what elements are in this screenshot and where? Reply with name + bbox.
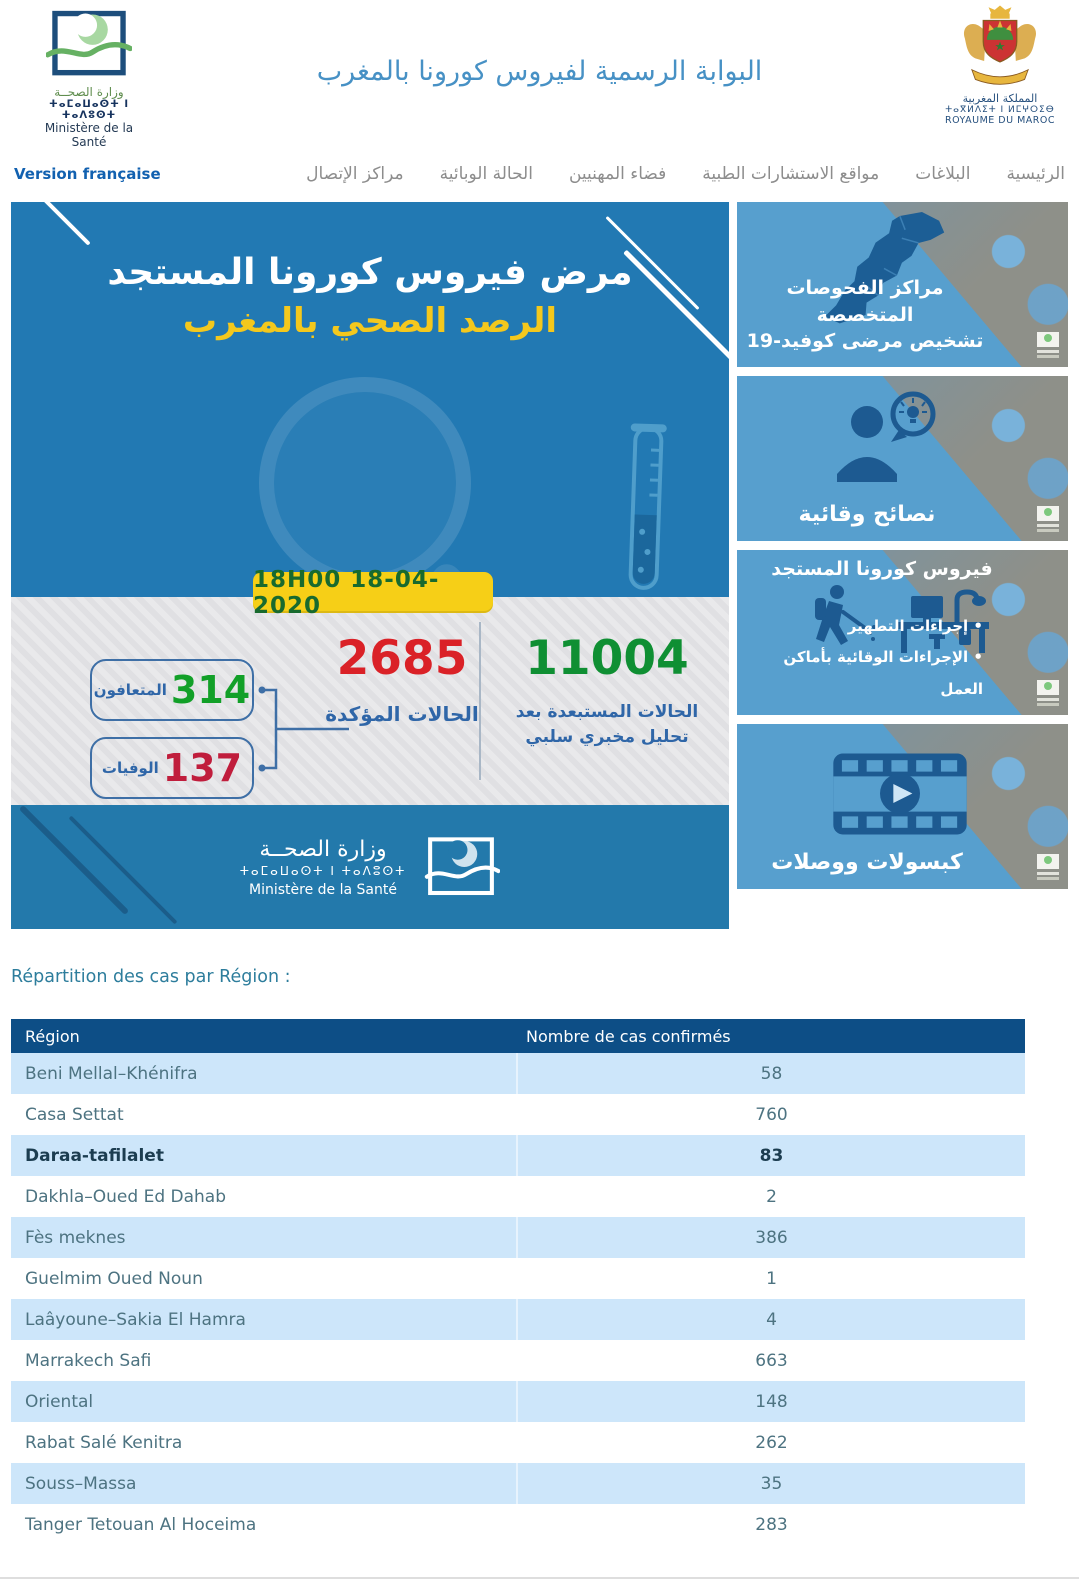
table-row — [11, 1258, 1025, 1299]
table-row — [11, 1135, 1025, 1176]
recovered-label: المتعافون — [93, 681, 167, 699]
sidebar — [737, 202, 1068, 898]
cases-count-cell: 283 — [755, 1514, 788, 1535]
nav-item[interactable]: الرئيسية — [1006, 164, 1065, 184]
nav-item[interactable]: مراكز الإتصال — [306, 164, 404, 184]
nav-item[interactable]: فضاء المهنيين — [568, 164, 667, 184]
region-table — [11, 1019, 1025, 1545]
table-row — [11, 1176, 1025, 1217]
region-name-cell: Casa Settat — [25, 1104, 124, 1125]
ministry-logo-tifinagh: ⵜⴰⵎⴰⵡⴰⵙⵜ ⵏ ⵜⴰⴷⵓⵙⵜ — [48, 99, 130, 121]
banner-title-line2: الرصد الصحي بالمغرب — [182, 301, 558, 341]
ministry-mini-logo-icon — [1037, 506, 1061, 534]
recovered-value: 314 — [170, 668, 251, 712]
emblem-arabic: المملكة المغربية — [962, 92, 1038, 105]
banner-footer-strip — [11, 805, 729, 929]
ministry-logo-arabic: وزارة الصحــة — [54, 85, 124, 99]
ministry-mini-logo-icon — [1037, 680, 1061, 708]
stats-panel — [11, 597, 729, 805]
region-name-cell: Rabat Salé Kenitra — [25, 1432, 183, 1453]
table-header-region: Région — [25, 1026, 80, 1046]
coat-of-arms-icon — [956, 4, 1044, 88]
sidebar-card-disinfection[interactable] — [737, 550, 1068, 715]
region-name-cell: Marrakech Safi — [25, 1350, 152, 1371]
bottom-divider — [0, 1577, 1079, 1579]
test-tube-icon — [620, 419, 678, 596]
table-row — [11, 1217, 1025, 1258]
region-name-cell: Fès meknes — [11, 1217, 518, 1258]
ministry-mini-logo-icon — [1037, 332, 1061, 360]
ministry-mini-logo-icon — [1037, 854, 1061, 882]
morocco-coat-of-arms — [941, 4, 1059, 126]
main-content — [11, 202, 1068, 929]
region-name-cell: Dakhla–Oued Ed Dahab — [25, 1186, 227, 1207]
region-name-cell: Oriental — [11, 1381, 518, 1422]
cases-count-cell: 386 — [755, 1227, 788, 1248]
table-header-cases: Nombre de cas confirmés — [526, 1026, 731, 1046]
cases-count-cell: 148 — [755, 1391, 788, 1412]
deaths-stat-box — [90, 737, 254, 799]
cases-count-cell: 58 — [760, 1063, 783, 1084]
confirmed-label: الحالات المؤكدة — [325, 702, 479, 726]
card-title: كبسولات ووصلات — [771, 850, 963, 875]
deaths-label: الوفيات — [101, 759, 159, 777]
emblem-tifinagh: ⵜⴰⴳⵍⴷⵉⵜ ⵏ ⵍⵎⵖⵔⵉⴱ — [945, 105, 1055, 115]
main-navigation — [0, 148, 1079, 200]
bullet-item: • إجراءات التطهير — [737, 611, 983, 643]
cases-count-cell: 2 — [766, 1186, 777, 1207]
stats-divider — [479, 622, 481, 780]
confirmed-stat — [296, 631, 508, 726]
magnifier-icon — [259, 377, 471, 589]
sidebar-card-video-capsules[interactable] — [737, 724, 1068, 889]
recovered-stat-box — [90, 659, 254, 721]
card-title: فيروس كورونا المستجد — [771, 558, 993, 580]
cases-count-cell: 4 — [766, 1309, 777, 1330]
confirmed-value: 2685 — [336, 631, 468, 686]
film-strip-icon — [825, 744, 975, 844]
card-bullet-list — [737, 611, 983, 706]
sidebar-card-prevention-advice[interactable] — [737, 376, 1068, 541]
header — [0, 0, 1079, 148]
table-row — [11, 1463, 1025, 1504]
region-name-cell: Tanger Tetouan Al Hoceima — [25, 1514, 257, 1535]
diagonal-line-decoration — [31, 202, 90, 246]
table-row — [11, 1422, 1025, 1463]
nav-item[interactable]: الحالة الوبائية — [439, 164, 533, 184]
table-body — [11, 1053, 1025, 1545]
table-row — [11, 1340, 1025, 1381]
cases-count-cell: 760 — [755, 1104, 788, 1125]
banner-top — [11, 202, 729, 597]
ministry-logo-french: Ministère de la Santé — [44, 121, 134, 149]
page-title: البوابة الرسمية لفيروس كورونا بالمغرب — [316, 56, 763, 87]
strip-ministry-logo-icon — [422, 832, 500, 902]
table-row — [11, 1504, 1025, 1545]
advice-person-icon — [825, 390, 955, 490]
excluded-stat — [498, 631, 716, 749]
strip-ministry-text: وزارة الصحــة ⵜⴰⵎⴰⵡⴰⵙⵜ ⵏ ⵜⴰⴷⵓⵙⵜ Ministère de la Santé — [239, 836, 407, 898]
excluded-label: الحالات المستبعدة بعد تحليل مخبري سلبي — [515, 702, 699, 747]
table-row — [11, 1299, 1025, 1340]
region-name-cell: Daraa-tafilalet — [11, 1135, 518, 1176]
cases-count-cell: 83 — [759, 1145, 784, 1166]
table-header-row — [11, 1019, 1025, 1053]
cases-count-cell: 262 — [755, 1432, 788, 1453]
nav-item[interactable]: مواقع الاستشارات الطبية — [702, 164, 880, 184]
emblem-french: ROYAUME DU MAROC — [945, 115, 1055, 126]
region-section-title: Répartition des cas par Région : — [11, 967, 291, 987]
table-row — [11, 1381, 1025, 1422]
table-row — [11, 1053, 1025, 1094]
card-title: مراكز الفحوصات المتخصصة تشخيص مرضى كوفيد-19 — [746, 277, 984, 353]
card-title: نصائح وقائية — [798, 502, 936, 527]
bullet-item: • الإجراءات الوقائية بأماكن العمل — [737, 642, 983, 705]
nav-items — [302, 164, 1065, 184]
cases-count-cell: 35 — [760, 1473, 783, 1494]
banner-title-line1: مرض فيروس كورونا المستجد — [107, 252, 633, 293]
region-name-cell: Beni Mellal–Khénifra — [11, 1053, 518, 1094]
deaths-value: 137 — [162, 746, 243, 790]
region-name-cell: Laâyoune–Sakia El Hamra — [11, 1299, 518, 1340]
report-date-badge: 18H00 18-04-2020 — [253, 572, 493, 613]
excluded-value: 11004 — [525, 631, 689, 686]
sidebar-card-testing-centers[interactable] — [737, 202, 1068, 367]
nav-item[interactable]: البلاغات — [915, 164, 971, 184]
covid-banner — [11, 202, 729, 929]
cases-count-cell: 1 — [766, 1268, 777, 1289]
cases-count-cell: 663 — [755, 1350, 788, 1371]
language-switch-link[interactable]: Version française — [14, 165, 161, 183]
region-name-cell: Souss–Massa — [11, 1463, 518, 1504]
table-row — [11, 1094, 1025, 1135]
region-name-cell: Guelmim Oued Noun — [25, 1268, 203, 1289]
